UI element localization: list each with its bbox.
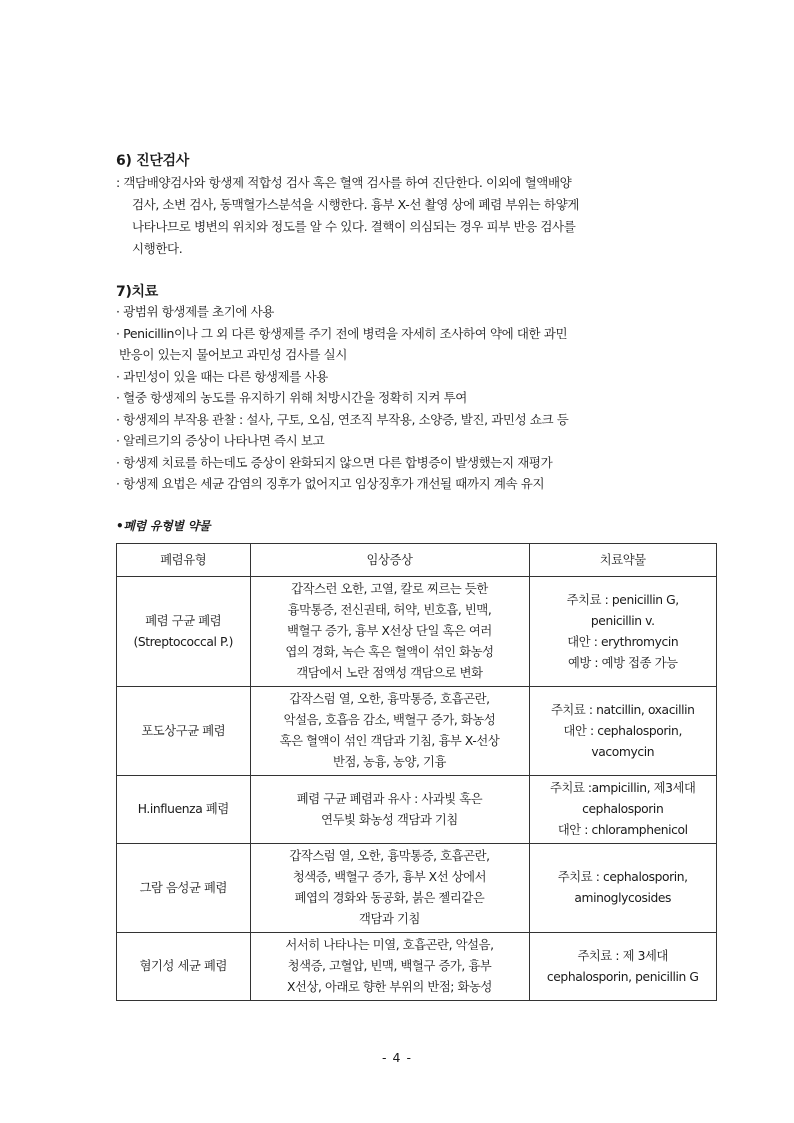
cell-line: cephalosporin, penicillin G [546, 969, 699, 984]
bullet-item: · 과민성이 있을 때는 다른 항생제를 사용 [116, 368, 328, 384]
symptoms-cell [250, 844, 529, 933]
symptoms-cell [250, 933, 529, 1001]
symptoms-cell [250, 577, 529, 687]
symptoms-cell [250, 776, 529, 844]
cell-line: 대안 : chloramphenicol [557, 823, 688, 837]
section-6-paragraph [116, 172, 579, 260]
cell-line: aminoglycosides [574, 891, 672, 905]
pneumonia-type-cell [117, 687, 251, 776]
paragraph-line: 나타나므로 병변의 위치와 정도를 알 수 있다. 결핵이 의심되는 경우 피부 반응 검사를 [132, 219, 576, 234]
header-pneumonia-type: 폐렴유형 [117, 544, 251, 577]
header-treatment-drugs: 치료약물 [529, 544, 717, 577]
cell-line: cephalosporin [582, 802, 664, 816]
cell-line: 주치료 : 제 3세대 [577, 948, 669, 963]
drugs-cell [529, 844, 717, 933]
cell-line: 대안 : cephalosporin, [563, 723, 682, 738]
pneumonia-type-cell [117, 776, 251, 844]
treatment-bullet-list [116, 301, 568, 495]
cell-line: 백혈구 증가, 흉부 X선상 단일 혹은 여러 [287, 624, 492, 638]
paragraph-line: 시행한다. [132, 241, 183, 256]
cell-line: 갑작스럼 열, 오한, 흉막통증, 호흡곤란, [289, 849, 490, 863]
cell-line: 엽의 경화, 녹슨 혹은 혈액이 섞인 화농성 [285, 645, 494, 659]
bullet-item: · 알레르기의 증상이 나타나면 즉시 보고 [116, 433, 325, 448]
cell-line: X선상, 아래로 향한 부위의 반점; 화농성 [286, 980, 492, 994]
cell-line: 객담에서 노란 점액성 객담으로 변화 [296, 666, 483, 680]
cell-line: 갑작스럼 열, 오한, 흉막통증, 호흡곤란, [289, 692, 490, 706]
drugs-cell [529, 933, 717, 1001]
cell-line: 폐렴 구균 폐렴과 유사 : 사과빛 혹은 [296, 791, 483, 806]
symptoms-cell [250, 687, 529, 776]
cell-line: H.influenza 폐렴 [137, 802, 229, 816]
bullet-item: · 광범위 항생제를 초기에 사용 [116, 304, 274, 319]
cell-line: (Streptococcal P.) [133, 634, 234, 649]
drugs-cell [529, 776, 717, 844]
pneumonia-type-cell [117, 577, 251, 687]
cell-line: 흉막통증, 전신권태, 허약, 빈호흡, 빈맥, [287, 603, 492, 617]
bullet-item: · 혈중 항생제의 농도를 유지하기 위해 처방시간을 정확히 지켜 투여 [116, 390, 467, 405]
cell-line: 청색증, 고혈압, 빈맥, 백혈구 증가, 흉부 [287, 959, 492, 973]
cell-line: 악설음, 호흡음 감소, 백혈구 증가, 화농성 [283, 713, 496, 727]
drugs-cell [529, 577, 717, 687]
pneumonia-type-cell [117, 933, 251, 1001]
bullet-item-continued: 반응이 있는지 물어보고 과민성 검사를 실시 [119, 347, 348, 362]
table-row [117, 844, 717, 933]
cell-line: 청색증, 백혈구 증가, 흉부 X선 상에서 [292, 870, 487, 884]
drugs-cell [529, 687, 717, 776]
cell-line: penicillin v. [590, 613, 655, 628]
bullet-item: · 항생제 요법은 세균 감염의 징후가 없어지고 임상징후가 개선될 때까지 계속 유지 [116, 476, 545, 491]
section-7-heading: 7)치료 [116, 284, 158, 300]
cell-line: 예방 : 예방 접종 가능 [567, 655, 678, 670]
cell-line: 대안 : erythromycin [567, 634, 679, 649]
table-row [117, 776, 717, 844]
header-clinical-symptoms: 임상증상 [250, 544, 529, 577]
table-row [117, 577, 717, 687]
bullet-item: · Penicillin이나 그 외 다른 항생제를 주기 전에 병력을 자세히 조사하여 약에 대한 과민 [116, 325, 568, 341]
cell-line: vacomycin [591, 744, 655, 759]
cell-line: 반점, 농흉, 농양, 기흉 [333, 755, 446, 769]
cell-line: 포도상구균 폐렴 [141, 723, 226, 738]
cell-line: 주치료 : natcillin, oxacillin [550, 702, 695, 717]
cell-line: 객담과 기침 [359, 912, 420, 926]
paragraph-line: 검사, 소변 검사, 동맥혈가스분석을 시행한다. 흉부 X-선 촬영 상에 폐렴 부위는 하얗게 [132, 197, 579, 212]
cell-line: 폐엽의 경화와 동공화, 붉은 젤리같은 [294, 891, 485, 905]
cell-line: 서서히 나타나는 미열, 호흡곤란, 악설음, [285, 938, 494, 952]
pneumonia-type-cell [117, 844, 251, 933]
table-caption: •폐렴 유형별 약물 [116, 519, 211, 533]
paragraph-line: : 객담배양검사와 항생제 적합성 검사 혹은 혈액 검사를 하여 진단한다. 이외에 혈액배양 [116, 175, 572, 190]
page-number: - 4 - [382, 1050, 412, 1065]
bullet-item: · 항생제 치료를 하는데도 증상이 완화되지 않으면 다른 합병증이 발생했는지 재평가 [116, 454, 553, 470]
cell-line: 폐렴 구균 폐렴 [145, 613, 222, 628]
pneumonia-drug-table [116, 543, 717, 1001]
section-6-heading: 6) 진단검사 [116, 153, 190, 169]
cell-line: 연두빛 화농성 객담과 기침 [321, 812, 458, 827]
bullet-item: · 항생제의 부작용 관찰 : 설사, 구토, 오심, 연조직 부작용, 소양증, 발진, 과민성 쇼크 등 [116, 411, 569, 427]
cell-line: 주치료 : cephalosporin, [557, 870, 688, 884]
table-row [117, 933, 717, 1001]
table-row [117, 687, 717, 776]
table-header-row [117, 544, 717, 577]
cell-line: 주치료 :ampicillin, 제3세대 [549, 781, 696, 795]
cell-line: 그람 음성균 폐렴 [139, 880, 227, 895]
cell-line: 혐기성 세균 폐렴 [139, 959, 227, 973]
cell-line: 혹은 혈액이 섞인 객담과 기침, 흉부 X-선상 [279, 734, 500, 748]
cell-line: 주치료 : penicillin G, [566, 592, 679, 607]
cell-line: 갑작스런 오한, 고열, 칼로 찌르는 듯한 [291, 582, 488, 596]
